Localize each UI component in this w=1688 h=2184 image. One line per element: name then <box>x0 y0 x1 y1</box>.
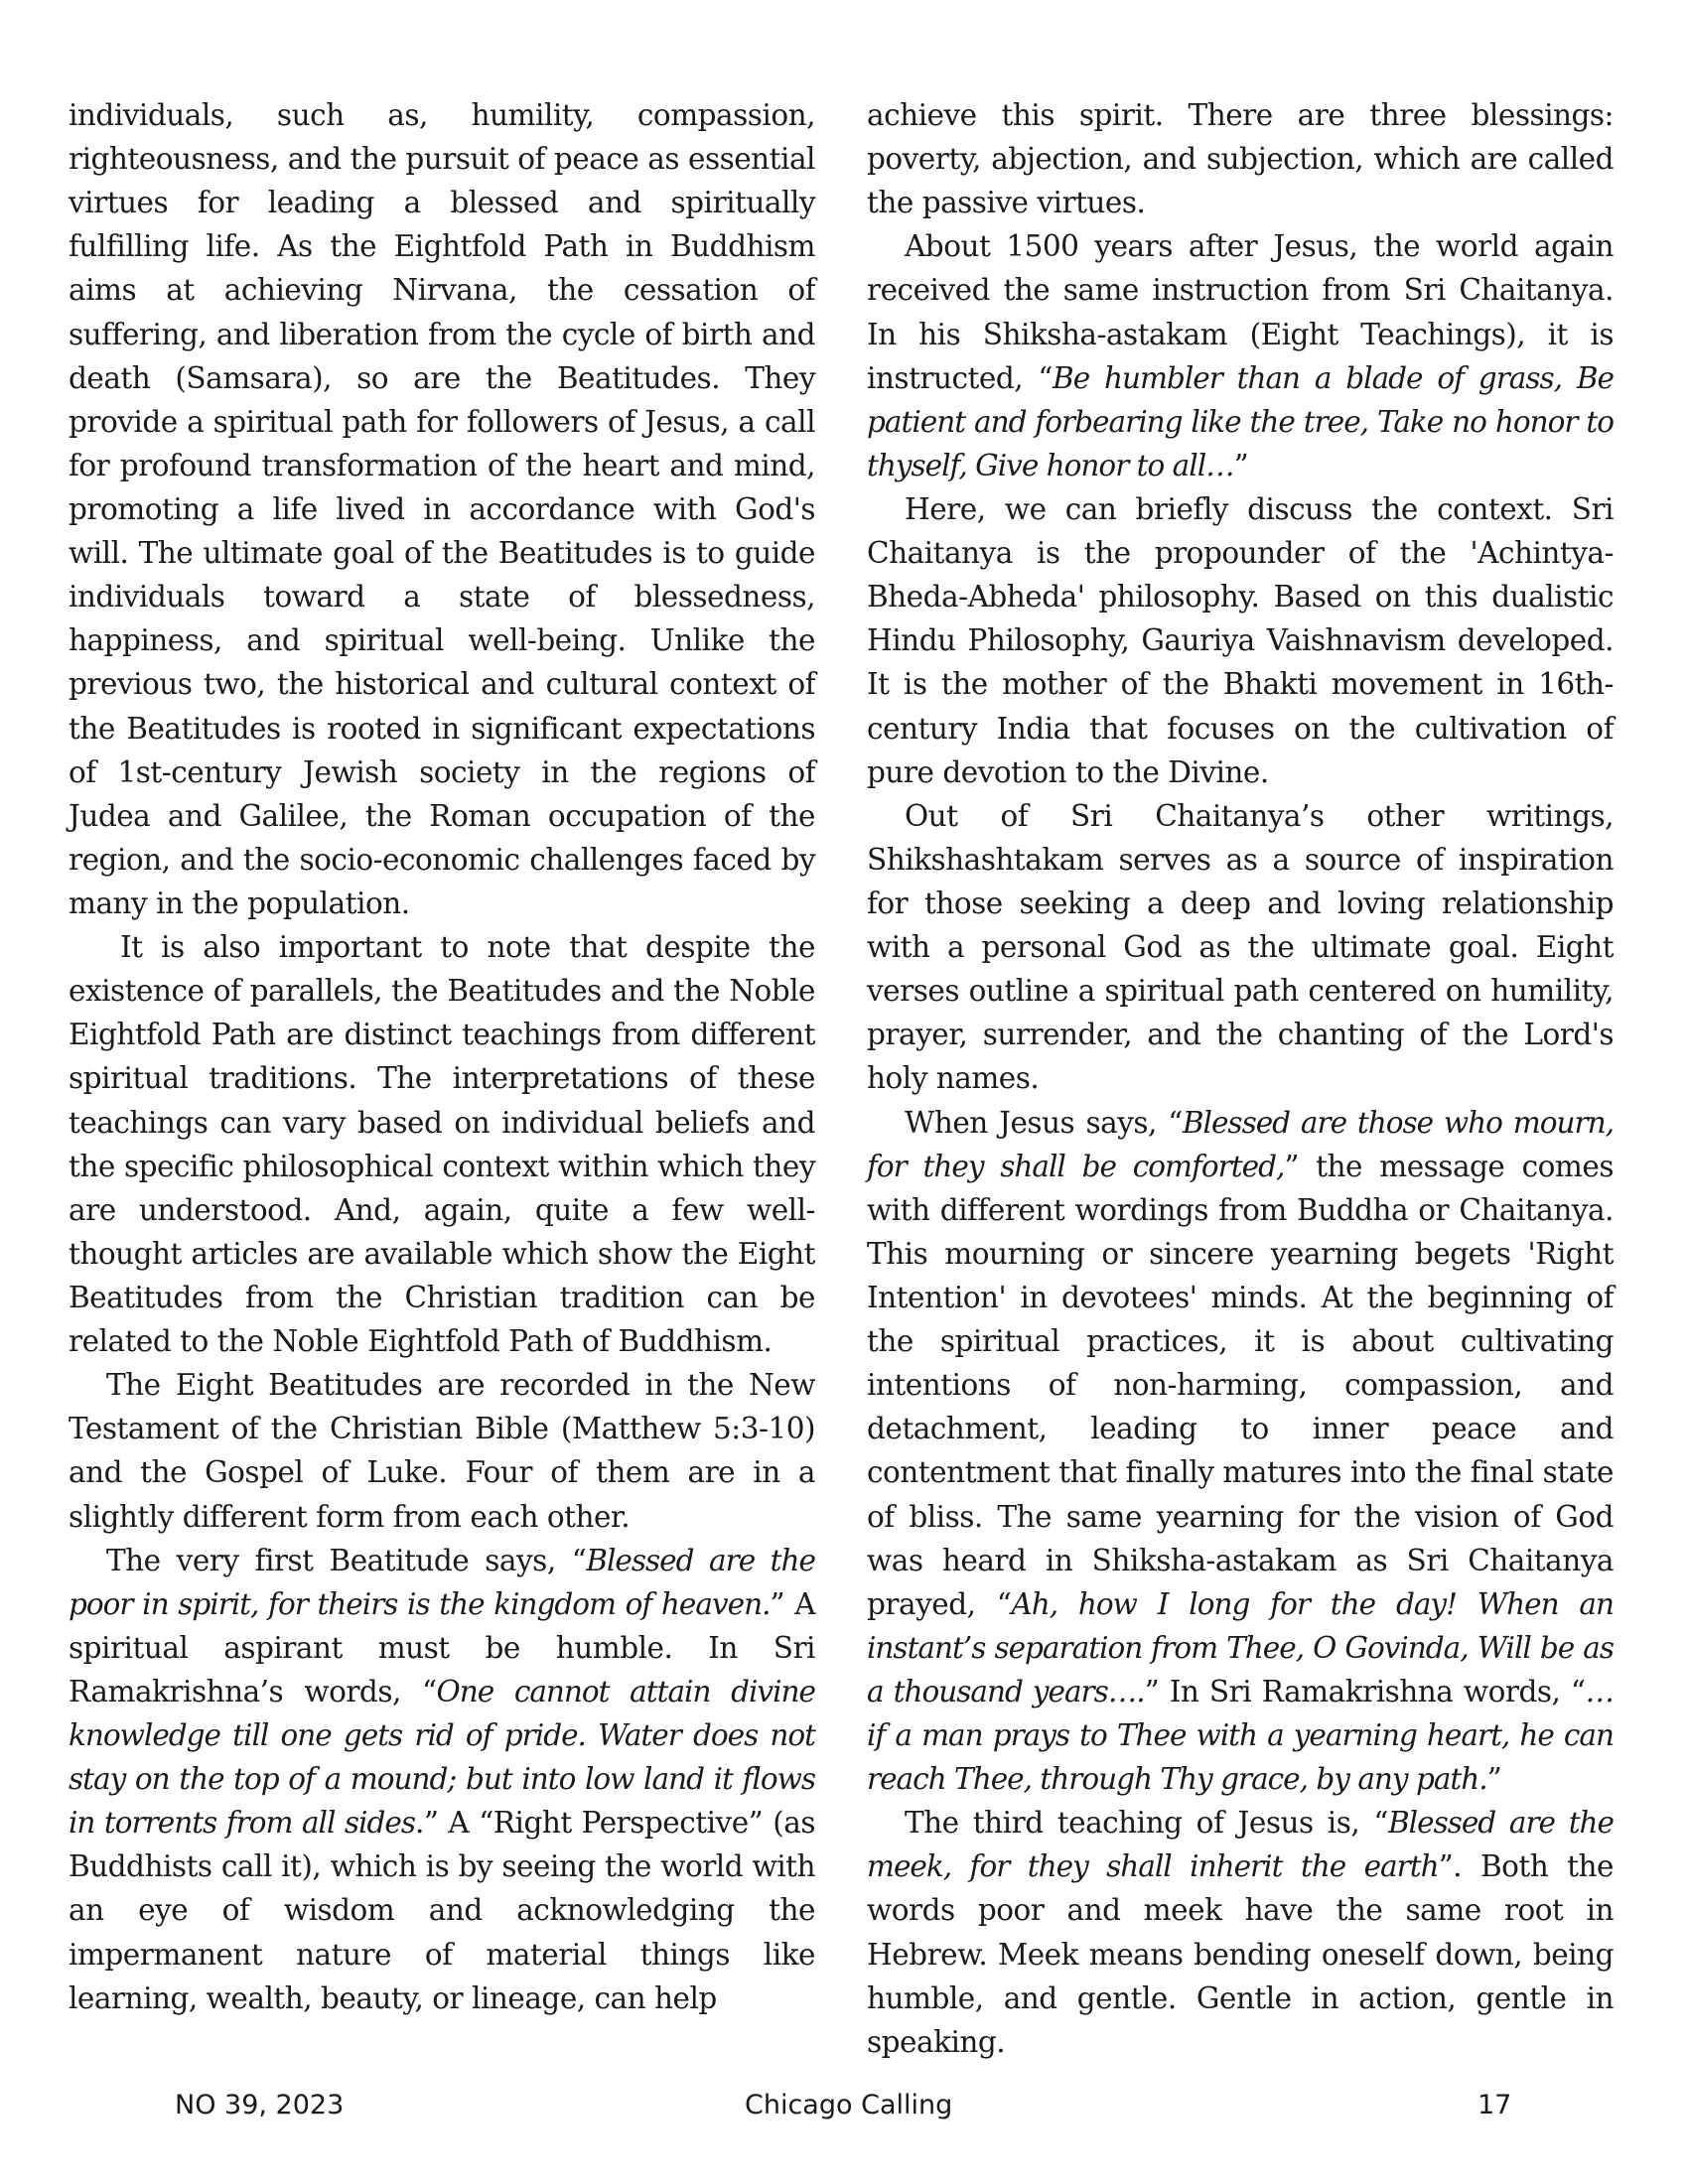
paragraph: The Eight Beatitudes are recorded in the New Testament of the Christian Bible (Matthew 5:3-10) and the Gospel of Luke. Four of them are in a slightly different form from each other. <box>69 1368 815 1534</box>
italic-quote: One cannot attain divine knowledge till one gets rid of pride. Water does not stay on the top of a mound; but into low land it flows in torrents from all sides <box>69 1674 815 1841</box>
text-run: About 1500 years after Jesus, the world again received the same instruction from Sri Chaitanya. In his Shiksha-astakam (Eight Teachings), it is instructed, “ <box>867 229 1614 395</box>
paragraph <box>867 1801 1614 2064</box>
italic-quote: … if a man prays to Thee with a yearning heart, he can reach Thee, through Thy grace, by any path. <box>867 1674 1614 1797</box>
italic-quote: Blessed are the meek, for they shall inherit the earth <box>867 1806 1615 1884</box>
page-footer <box>0 2090 1688 2125</box>
text-run: The third teaching of Jesus is, “ <box>905 1806 1388 1841</box>
text-run: ” the message comes with different wordings from Buddha or Chaitanya. This mourning or sincere yearning begets 'Right Intention' in devotees' minds. At the beginning of the spiritual practices, it is about cultivating intentions of non-harming, compassion, and detachment, leading to inner peace and contentment that finally matures into the final state of bliss. The same yearning for the vision of God was heard in Shiksha-astakam as Sri Chaitanya prayed, “ <box>867 1149 1614 1621</box>
paragraph <box>69 1539 815 2020</box>
right-column <box>867 93 1614 2064</box>
paragraph <box>867 1101 1614 1802</box>
italic-quote: Be humbler than a blade of grass, Be patient and forbearing like the tree, Take no honor to thyself, Give honor to all… <box>867 360 1614 482</box>
text-run: ” <box>1233 448 1249 482</box>
page-number: 17 <box>1477 2090 1512 2120</box>
italic-quote: Blessed are the poor in spirit, for theirs is the kingdom of heaven. <box>69 1543 815 1621</box>
text-run: .” A “Right Perspective” (as Buddhists call it), which is by seeing the world with an eye of wisdom and acknowledging the impermanent nature of material things like learning, wealth, beauty, or lineage, can help <box>69 1806 815 2015</box>
text-run: ” In Sri Ramakrishna words, “ <box>1144 1674 1586 1708</box>
issue-label: NO 39, 2023 <box>175 2090 345 2120</box>
paragraph: achieve this spirit. There are three blessings: poverty, abjection, and subjection, which are called the passive virtues. <box>867 98 1614 220</box>
publication-title: Chicago Calling <box>745 2090 953 2120</box>
text-run: When Jesus says, “ <box>905 1105 1183 1140</box>
paragraph: Out of Sri Chaitanya’s other writings, Shikshashtakam serves as a source of inspiration for those seeking a deep and loving relationship with a personal God as the ultimate goal. Eight verses outline a spiritual path centered on humility, prayer, surrender, and the chanting of the Lord's holy names. <box>867 798 1614 1096</box>
paragraph <box>867 224 1614 487</box>
italic-quote: Ah, how I long for the day! When an instant’s separation from Thee, O Govinda, Will be as a thousand years…. <box>867 1586 1615 1708</box>
paragraph: It is also important to note that despite the existence of parallels, the Beatitudes and the Noble Eightfold Path are distinct teachings from different spiritual traditions. The interpretations of these teachings can vary based on individual beliefs and the specific philosophical context within which they are understood. And, again, quite a few well-thought articles are available which show the Eight Beatitudes from the Christian tradition can be related to the Noble Eightfold Path of Buddhism. <box>69 930 815 1359</box>
left-column <box>69 93 815 2020</box>
text-run: ”. Both the words poor and meek have the same root in Hebrew. Meek means bending oneself down, being humble, and gentle. Gentle in action, gentle in speaking. <box>867 1849 1614 2059</box>
text-run: ” <box>1486 1762 1502 1797</box>
paragraph: individuals, such as, humility, compassion, righteousness, and the pursuit of peace as essential virtues for leading a blessed and spiritually fulfilling life. As the Eightfold Path in Buddhism aims at achieving Nirvana, the cessation of suffering, and liberation from the cycle of birth and death (Samsara), so are the Beatitudes. They provide a spiritual path for followers of Jesus, a call for profound transformation of the heart and mind, promoting a life lived in accordance with God's will. The ultimate goal of the Beatitudes is to guide individuals toward a state of blessedness, happiness, and spiritual well-being. Unlike the previous two, the historical and cultural context of the Beatitudes is rooted in significant expectations of 1st-century Jewish society in the regions of Judea and Galilee, the Roman occupation of the region, and the socio-economic challenges faced by many in the population. <box>69 98 815 920</box>
italic-quote: Blessed are those who mourn, for they shall be comforted, <box>867 1105 1614 1183</box>
paragraph: Here, we can briefly discuss the context. Sri Chaitanya is the propounder of the 'Achintya-Bheda-Abheda' philosophy. Based on this dualistic Hindu Philosophy, Gauriya Vaishnavism developed. It is the mother of the Bhakti movement in 16th-century India that focuses on the cultivation of pure devotion to the Divine. <box>867 491 1614 789</box>
text-run: The very first Beatitude says, “ <box>106 1543 587 1577</box>
text-run: ” A spiritual aspirant must be humble. In Sri Ramakrishna’s words, “ <box>69 1586 815 1708</box>
